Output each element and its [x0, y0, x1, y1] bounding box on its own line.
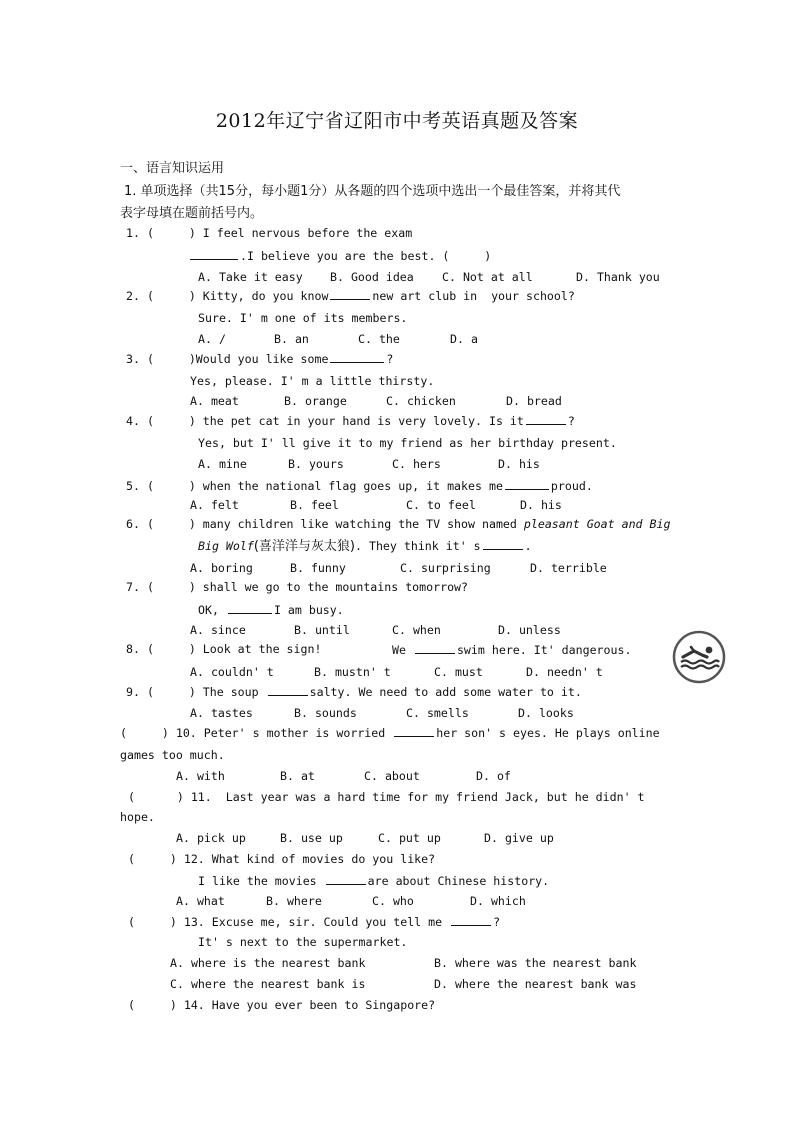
question-3-stem: 3. ( )Would you like some ?	[126, 352, 394, 366]
q12-option-d: D. which	[470, 894, 526, 908]
q10-option-b: B. at	[280, 769, 315, 783]
q9-option-b: B. sounds	[294, 706, 357, 720]
q6-option-b: B. funny	[290, 561, 346, 575]
question-9-stem: 9. ( ) The soup salty. We need to add some water to it.	[126, 685, 582, 699]
question-10-line2: games too much.	[120, 748, 225, 762]
q5-option-c: C. to feel	[406, 498, 476, 512]
q11-option-b: B. use up	[280, 831, 343, 845]
q5-option-d: D. his	[520, 498, 562, 512]
no-swimming-sign-icon	[672, 630, 726, 684]
q4-option-a: A. mine	[198, 457, 247, 471]
question-7-line2: OK, I am busy.	[198, 603, 344, 617]
question-2-stem: 2. ( ) Kitty, do you know new art club in your school?	[126, 289, 575, 303]
section-heading: 一、语言知识运用	[120, 161, 225, 176]
q6-option-d: D. terrible	[530, 561, 607, 575]
q3-option-c: C. chicken	[386, 394, 456, 408]
question-2-line2: Sure. I' m one of its members.	[198, 311, 408, 325]
question-3-line2: Yes, please. I' m a little thirsty.	[190, 374, 435, 388]
question-1-line2: .I believe you are the best. ( )	[188, 248, 491, 264]
question-1-stem: 1. ( ) I feel nervous before the exam	[126, 226, 413, 240]
q2-option-d: D. a	[450, 332, 478, 346]
q4-option-c: C. hers	[392, 457, 441, 471]
q2-option-a: A. /	[198, 332, 226, 346]
q3-option-a: A. meat	[190, 394, 239, 408]
q13-option-d: D. where the nearest bank was	[434, 977, 637, 991]
question-6-stem: 6. ( ) many children like watching the TV show named pleasant Goat and Big	[126, 517, 671, 531]
page-title: 2012年辽宁省辽阳市中考英语真题及答案	[215, 110, 579, 132]
q7-option-a: A. since	[190, 623, 246, 637]
q12-option-c: C. who	[372, 894, 414, 908]
q4-option-b: B. yours	[288, 457, 344, 471]
q5-option-a: A. felt	[190, 498, 239, 512]
q10-option-d: D. of	[476, 769, 511, 783]
q1-option-a: A. Take it easy	[198, 270, 303, 284]
q13-option-a: A. where is the nearest bank	[170, 956, 366, 970]
answer-blank	[190, 248, 238, 260]
q11-option-d: D. give up	[484, 831, 554, 845]
question-11-line2: hope.	[120, 810, 155, 824]
question-12-line2: I like the movies are about Chinese history.	[198, 874, 550, 888]
q10-option-a: A. with	[176, 769, 225, 783]
question-8-stem-a: 8. ( ) Look at the sign!	[126, 642, 322, 656]
q6-option-c: C. surprising	[400, 561, 491, 575]
question-13-stem: ( ) 13. Excuse me, sir. Could you tell me ?	[128, 915, 501, 929]
q2-option-b: B. an	[274, 332, 309, 346]
q13-option-c: C. where the nearest bank is	[170, 977, 366, 991]
q6-option-a: A. boring	[190, 561, 253, 575]
instruction-line-1: 1. 单项选择（共15分，每小题1分）从各题的四个选项中选出一个最佳答案，并将其代	[124, 184, 621, 199]
q11-option-c: C. put up	[378, 831, 441, 845]
question-14-stem: ( ) 14. Have you ever been to Singapore?	[128, 998, 436, 1012]
q11-option-a: A. pick up	[176, 831, 246, 845]
q9-option-d: D. looks	[518, 706, 574, 720]
q1-option-b: B. Good idea	[330, 270, 414, 284]
question-4-stem: 4. ( ) the pet cat in your hand is very lovely. Is it ?	[126, 414, 575, 428]
question-5-stem: 5. ( ) when the national flag goes up, it makes me proud.	[126, 479, 593, 493]
q5-option-b: B. feel	[290, 498, 339, 512]
question-4-line2: Yes, but I' ll give it to my friend as her birthday present.	[198, 436, 617, 450]
question-10-stem: ( ) 10. Peter' s mother is worried her son' s eyes. He plays online	[120, 726, 660, 740]
instruction-line-2: 表字母填在题前括号内。	[120, 206, 264, 221]
question-8-stem-b: We swim here. It' dangerous.	[392, 643, 632, 657]
q3-option-d: D. bread	[506, 394, 562, 408]
q8-option-c: C. must	[434, 665, 483, 679]
q3-option-b: B. orange	[284, 394, 347, 408]
question-6-line2: Big Wolf(喜洋洋与灰太狼). They think it' s .	[198, 539, 532, 554]
q4-option-d: D. his	[498, 457, 540, 471]
q12-option-b: B. where	[266, 894, 322, 908]
question-7-stem: 7. ( ) shall we go to the mountains tomorrow?	[126, 580, 469, 594]
q12-option-a: A. what	[176, 894, 225, 908]
q8-option-d: D. needn' t	[526, 665, 603, 679]
q10-option-c: C. about	[364, 769, 420, 783]
question-11-stem: ( ) 11. Last year was a hard time for my friend Jack, but he didn' t	[128, 790, 645, 804]
question-12-stem: ( ) 12. What kind of movies do you like?	[128, 852, 436, 866]
q7-option-d: D. unless	[498, 623, 561, 637]
q8-option-a: A. couldn' t	[190, 665, 274, 679]
q1-option-c: C. Not at all	[442, 270, 533, 284]
q8-option-b: B. mustn' t	[314, 665, 391, 679]
question-13-line2: It' s next to the supermarket.	[198, 935, 408, 949]
q9-option-a: A. tastes	[190, 706, 253, 720]
q2-option-c: C. the	[358, 332, 400, 346]
q13-option-b: B. where was the nearest bank	[434, 956, 637, 970]
q7-option-b: B. until	[294, 623, 350, 637]
q9-option-c: C. smells	[406, 706, 469, 720]
q1-option-d: D. Thank you	[576, 270, 660, 284]
q7-option-c: C. when	[392, 623, 441, 637]
